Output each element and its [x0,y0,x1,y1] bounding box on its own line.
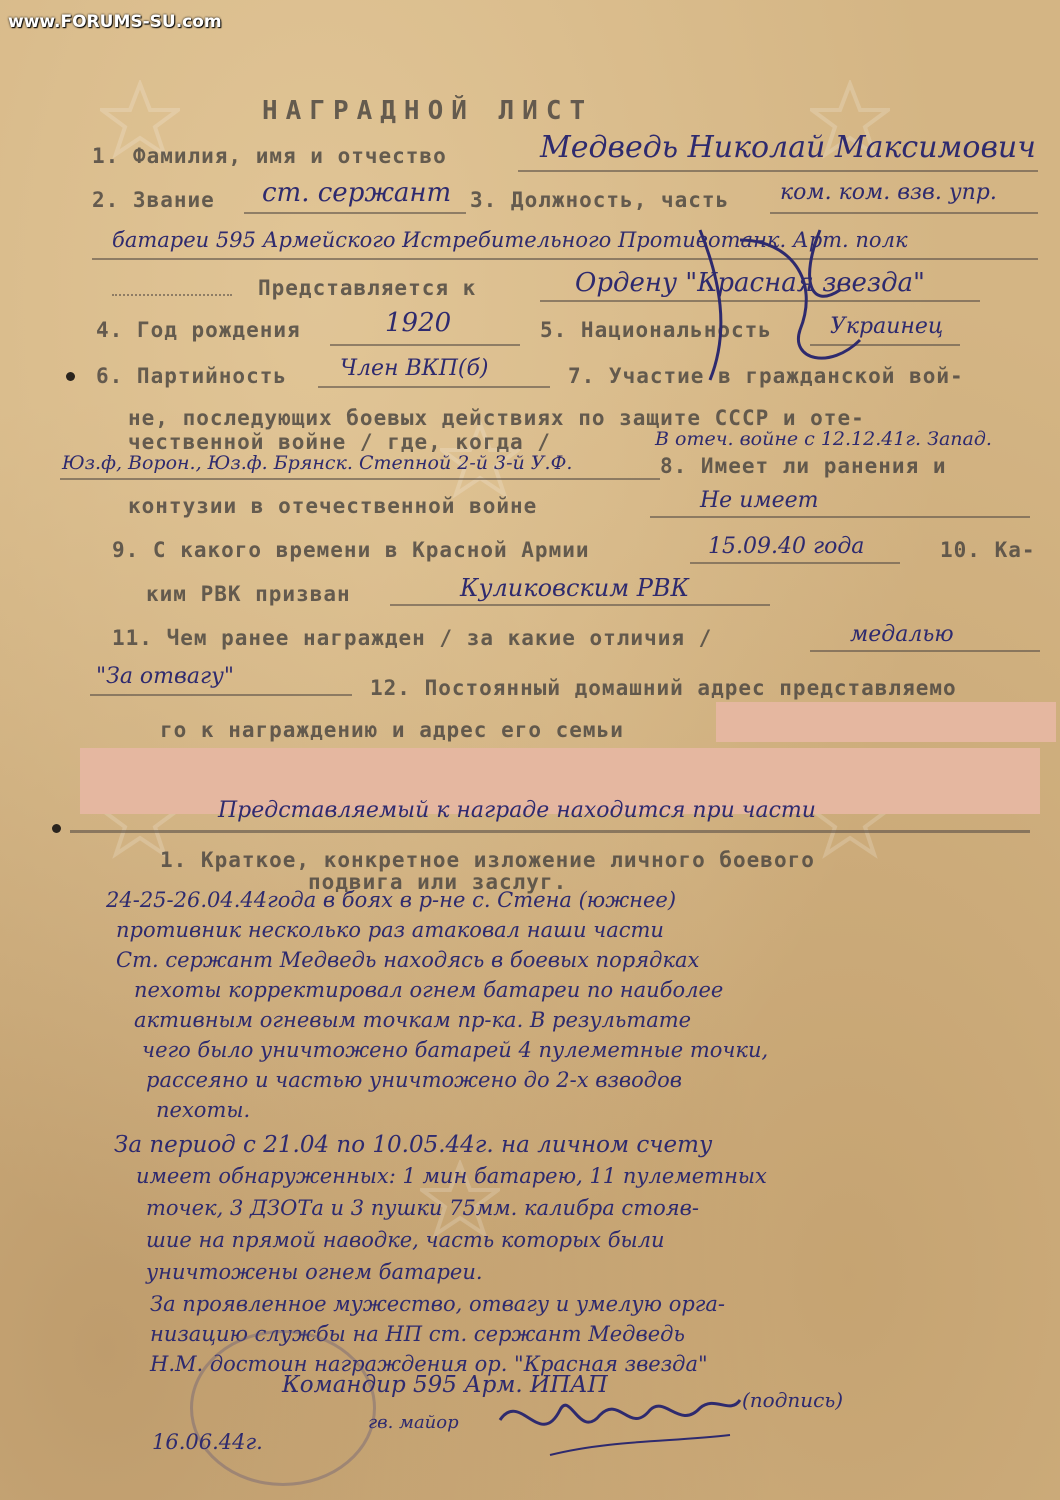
field-8-label-a: 8. Имеет ли ранения и [660,454,947,478]
punch-hole [66,372,75,381]
field-10-value: Куликовским РВК [460,574,690,602]
unit-seal-stamp [190,1330,376,1486]
field-10-label-a: 10. Ка- [940,538,1036,562]
field-11-label: 11. Чем ранее награжден / за какие отличия / [112,626,713,650]
field-5-value: Украинец [830,314,944,339]
field-3-value-a: ком. ком. взв. упр. [780,180,997,205]
field-3-value-b: батареи 595 Армейского Истребительного Противотанк. Арт. полк [112,228,908,252]
signature-date: 16.06.44г. [152,1430,263,1454]
field-7-label-c: чественной войне / где, когда / [128,430,551,454]
field-7-value-a: В отеч. войне с 12.12.41г. Запад. [655,428,992,450]
presented-label: Представляется к [258,276,477,300]
dotted-line [112,294,232,296]
narrative-block [106,888,1046,1382]
underline [90,694,352,696]
punch-hole [52,824,61,833]
narrative-line: имеет обнаруженных: 1 мин батарею, 11 пулеметных [136,1164,767,1188]
field-7-label-b: не, последующих боевых действиях по защите СССР и оте- [128,406,865,430]
field-8-label-b: контузии в отечественной войне [128,494,538,518]
field-1-label: 1. Фамилия, имя и отчество [92,144,447,168]
underline [318,386,550,388]
field-9-label: 9. С какого времени в Красной Армии [112,538,590,562]
field-7-value-b: Юз.ф, Ворон., Юз.ф. Брянск. Степной 2-й 3-й У.Ф. [62,452,573,474]
address-redaction [716,702,1056,742]
field-1-value: Медведь Николай Максимович [540,130,1036,165]
narrative-line: уничтожены огнем батареи. [146,1260,483,1284]
signature-line-3: (подпись) [742,1388,844,1412]
field-11-value-b: "За отвагу" [96,664,234,689]
section-1-label-b: подвига или заслуг. [308,870,568,894]
field-4-value: 1920 [385,308,452,338]
narrative-line: низацию службы на НП ст. сержант Медведь [150,1322,685,1346]
field-8-value: Не имеет [700,488,819,513]
field-2-value: ст. сержант [262,178,452,208]
field-5-label: 5. Национальность [540,318,772,342]
field-10-label-b: ким РВК призван [146,582,351,606]
narrative-line: За период с 21.04 по 10.05.44г. на личном счету [114,1132,713,1158]
field-2-label: 2. Звание [92,188,215,212]
field-3-label: 3. Должность, часть [470,188,730,212]
narrative-line: За проявленное мужество, отвагу и умелую орга- [150,1292,726,1316]
field-4-label: 4. Год рождения [96,318,301,342]
underline [690,562,900,564]
signature-scrawl [490,1380,750,1464]
narrative-line: шие на прямой наводке, часть которых были [146,1228,665,1252]
narrative-line: противник несколько раз атаковал наши части [116,918,664,942]
narrative-line: чего было уничтожено батарей 4 пулеметные точки, [142,1038,769,1062]
field-6-value: Член ВКП(б) [340,356,489,381]
field-12-label-b: го к награждению и адрес его семьи [160,718,624,742]
field-12-label-a: 12. Постоянный домашний адрес представляемо [370,676,957,700]
narrative-line: пехоты корректировал огнем батареи по наиболее [134,978,724,1002]
underline [390,604,770,606]
section-divider [70,830,1030,833]
site-watermark: www.FORUMS-SU.com [8,12,222,32]
signature-line-2: гв. майор [368,1412,459,1433]
narrative-line: 24-25-26.04.44года в боях в р-не с. Стена (южнее) [106,888,677,912]
underline [650,516,1030,518]
field-9-value: 15.09.40 года [708,534,865,559]
field-6-label: 6. Партийность [96,364,288,388]
underline [60,478,660,480]
field-11-value-a: медалью [850,622,954,647]
resolution-mark [680,220,880,394]
narrative-line: точек, 3 ДЗОТа и 3 пушки 75мм. калибра стояв- [146,1196,699,1220]
narrative-line: пехоты. [156,1098,251,1122]
location-note: Представляемый к награде находится при части [218,798,816,823]
underline [330,344,520,346]
narrative-line: Ст. сержант Медведь находясь в боевых порядках [116,948,700,972]
underline [518,170,1038,172]
underline [244,212,466,214]
narrative-line: Н.М. достоин награждения ор. "Красная звезда" [150,1352,708,1376]
underline [92,258,1038,260]
section-1-label-a: 1. Краткое, конкретное изложение личного боевого [160,848,815,872]
underline [770,212,1038,214]
signature-line-1: Командир 595 Арм. ИПАП [282,1372,608,1398]
presented-value: Ордену "Красная звезда" [575,268,926,298]
form-title: НАГРАДНОЙ ЛИСТ [262,96,594,126]
narrative-line: активным огневым точкам пр-ка. В результате [134,1008,692,1032]
narrative-line: рассеяно и частью уничтожено до 2-х взводов [146,1068,682,1092]
field-7-label-a: 7. Участие в гражданской вой- [568,364,964,388]
underline [810,650,1040,652]
